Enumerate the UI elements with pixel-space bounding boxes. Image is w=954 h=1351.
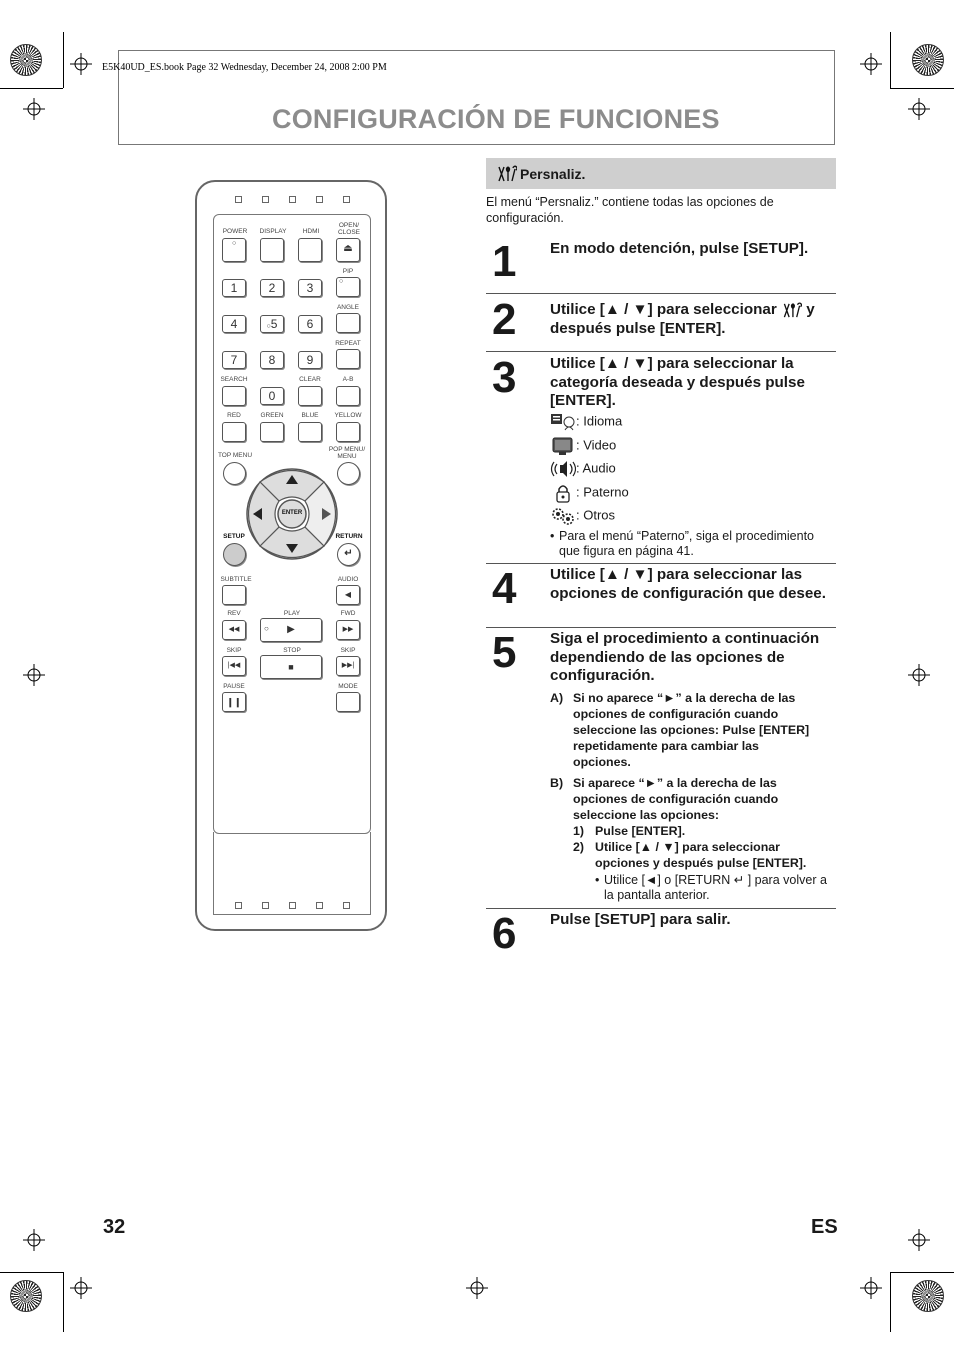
crosshair-mark xyxy=(860,1277,882,1299)
stop-label: STOP xyxy=(283,647,301,654)
return-label: RETURN xyxy=(335,533,363,540)
repeat-label: REPEAT xyxy=(335,340,361,347)
category-others: : Otros xyxy=(550,506,615,526)
step-3-text: Utilice [▲ / ▼] para seleccionar la categoría deseada y después pulse [ENTER]. xyxy=(550,355,805,409)
power-button: ○ xyxy=(222,238,246,262)
registration-disc xyxy=(10,1280,42,1312)
red-button xyxy=(222,422,246,442)
bullet: • xyxy=(550,529,555,543)
top-menu-button xyxy=(223,462,246,485)
digit-3-button: 3 xyxy=(298,279,322,297)
step-divider xyxy=(486,563,836,564)
language-code: ES xyxy=(811,1216,838,1238)
setup-button xyxy=(223,543,246,566)
rev-label: REV xyxy=(227,610,241,617)
hdmi-button xyxy=(298,238,322,262)
digit-8-button: 8 xyxy=(260,351,284,369)
play-button: ○ ▶ xyxy=(260,618,322,642)
language-icon xyxy=(550,412,576,432)
rev-button: ◀◀ xyxy=(222,620,246,640)
crop-mark xyxy=(0,1272,63,1273)
crop-mark xyxy=(890,1272,891,1332)
digit-1-button: 1 xyxy=(222,279,246,297)
display-label: DISPLAY xyxy=(259,228,287,235)
green-label: GREEN xyxy=(260,412,284,419)
audio-icon xyxy=(550,459,576,479)
category-language: : Idioma xyxy=(550,412,622,432)
pause-label: PAUSE xyxy=(223,683,245,690)
digit-6-button: 6 xyxy=(298,315,322,333)
pip-label: PIP xyxy=(342,268,354,275)
step-2-text: Utilice [▲ / ▼] para seleccionar y después pulse [ENTER]. xyxy=(550,301,815,337)
crop-mark xyxy=(63,1272,64,1332)
return-button: ↵ xyxy=(337,543,360,566)
step-divider xyxy=(486,293,836,294)
step-3-note: • Para el menú “Paterno”, siga el procedimiento que figura en página 41. xyxy=(550,529,814,558)
crosshair-mark xyxy=(908,1229,930,1251)
digit-5-button: ○5 xyxy=(260,315,284,333)
angle-label: ANGLE xyxy=(336,304,360,311)
step-divider xyxy=(486,908,836,909)
ab-label: A-B xyxy=(342,376,354,383)
tools-icon xyxy=(496,164,517,183)
ab-button xyxy=(336,386,360,406)
display-button xyxy=(260,238,284,262)
pip-button: ○ xyxy=(336,277,360,297)
registration-disc xyxy=(912,1280,944,1312)
red-label: RED xyxy=(227,412,241,419)
search-button xyxy=(222,386,246,406)
crosshair-mark xyxy=(860,53,882,75)
option-b: B) Si aparece “►” a la derecha de las opciones de configuración cuando seleccione las opciones: xyxy=(550,776,779,822)
open-close-button: ⏏ xyxy=(336,238,360,262)
crosshair-mark xyxy=(23,664,45,686)
option-b-step-1: 1) Pulse [ENTER]. xyxy=(573,824,686,838)
fwd-button: ▶▶ xyxy=(336,620,360,640)
crosshair-mark xyxy=(70,53,92,75)
section-intro: El menú “Persnaliz.” contiene todas las opciones de configuración. xyxy=(486,195,774,225)
digit-9-button: 9 xyxy=(298,351,322,369)
clear-label: CLEAR xyxy=(299,376,321,383)
crop-mark xyxy=(890,88,954,89)
angle-button xyxy=(336,313,360,333)
category-audio: : Audio xyxy=(550,459,616,479)
step-divider xyxy=(486,627,836,628)
pop-menu-button xyxy=(337,462,360,485)
crosshair-mark xyxy=(908,664,930,686)
skip-fwd-button: ▶▶| xyxy=(336,656,360,676)
digit-2-button: 2 xyxy=(260,279,284,297)
crosshair-mark xyxy=(23,1229,45,1251)
repeat-button xyxy=(336,349,360,369)
crop-mark xyxy=(63,32,64,88)
audio-button: ◀ xyxy=(336,585,360,605)
top-menu-label: TOP MENU xyxy=(217,452,253,459)
option-b-step-2: 2) Utilice [▲ / ▼] para seleccionar opciones y después pulse [ENTER]. xyxy=(573,840,807,870)
page-number: 32 xyxy=(103,1216,126,1238)
crop-mark xyxy=(0,88,63,89)
audio-label: AUDIO xyxy=(337,576,359,583)
category-video: : Video xyxy=(550,436,616,456)
skip-back-button: |◀◀ xyxy=(222,656,246,676)
crop-mark xyxy=(890,1272,954,1273)
crosshair-mark xyxy=(466,1277,488,1299)
mode-button xyxy=(336,692,360,712)
subtitle-button xyxy=(222,585,246,605)
blue-label: BLUE xyxy=(301,412,319,419)
step-1-text: En modo detención, pulse [SETUP]. xyxy=(550,240,809,257)
crosshair-mark xyxy=(70,1277,92,1299)
power-label: POWER xyxy=(222,228,248,235)
yellow-button xyxy=(336,422,360,442)
step-4-text: Utilice [▲ / ▼] para seleccionar las opciones de configuración que desee. xyxy=(550,566,826,602)
option-b-note: • Utilice [◄] o [RETURN ↵ ] para volver a la pantalla anterior. xyxy=(595,873,827,902)
hdmi-label: HDMI xyxy=(302,228,320,235)
step-2-number: 2 xyxy=(492,295,517,344)
step-6-text: Pulse [SETUP] para salir. xyxy=(550,911,731,928)
section-title: Persnaliz. xyxy=(520,166,586,182)
step-1-number: 1 xyxy=(492,237,517,286)
green-button xyxy=(260,422,284,442)
page-title: CONFIGURACIÓN DE FUNCIONES xyxy=(272,104,720,134)
bullet: • xyxy=(595,873,600,887)
registration-disc xyxy=(912,44,944,76)
step-divider xyxy=(486,351,836,352)
book-info-line: E5K40UD_ES.book Page 32 Wednesday, December 24, 2008 2:00 PM xyxy=(102,62,387,73)
crop-mark xyxy=(890,32,891,88)
setup-label: SETUP xyxy=(223,533,245,540)
search-label: SEARCH xyxy=(220,376,248,383)
play-label: PLAY xyxy=(283,610,301,617)
registration-disc xyxy=(10,44,42,76)
step-5-text: Siga el procedimiento a continuación dependiendo de las opciones de configuración. xyxy=(550,630,820,684)
open-close-label: OPEN/ CLOSE xyxy=(337,222,361,236)
blue-button xyxy=(298,422,322,442)
gears-icon xyxy=(550,506,576,526)
option-a: A) Si no aparece “►” a la derecha de las opciones de configuración cuando seleccione las opciones: Pulse [ENTER] repetidamente para cambiar las opciones. xyxy=(550,691,810,769)
step-6-number: 6 xyxy=(492,909,517,958)
mode-label: MODE xyxy=(338,683,358,690)
step-5-number: 5 xyxy=(492,628,517,677)
lock-icon xyxy=(550,483,576,503)
tools-icon xyxy=(781,301,802,319)
stop-button: ■ xyxy=(260,655,322,679)
digit-0-button: 0 xyxy=(260,387,284,405)
fwd-label: FWD xyxy=(340,610,356,617)
subtitle-label: SUBTITLE xyxy=(220,576,252,583)
pause-button: ❙❙ xyxy=(222,692,246,712)
digit-4-button: 4 xyxy=(222,315,246,333)
clear-button xyxy=(298,386,322,406)
step-4-number: 4 xyxy=(492,564,517,613)
digit-7-button: 7 xyxy=(222,351,246,369)
crosshair-mark xyxy=(908,98,930,120)
enter-label: ENTER xyxy=(281,510,303,516)
step-3-number: 3 xyxy=(492,353,517,402)
yellow-label: YELLOW xyxy=(334,412,362,419)
crosshair-mark xyxy=(23,98,45,120)
skip-back-label: SKIP xyxy=(226,647,242,654)
skip-fwd-label: SKIP xyxy=(340,647,356,654)
video-icon xyxy=(550,436,576,456)
pop-menu-label: POP MENU/ MENU xyxy=(328,446,366,460)
category-parental: : Paterno xyxy=(550,483,629,503)
